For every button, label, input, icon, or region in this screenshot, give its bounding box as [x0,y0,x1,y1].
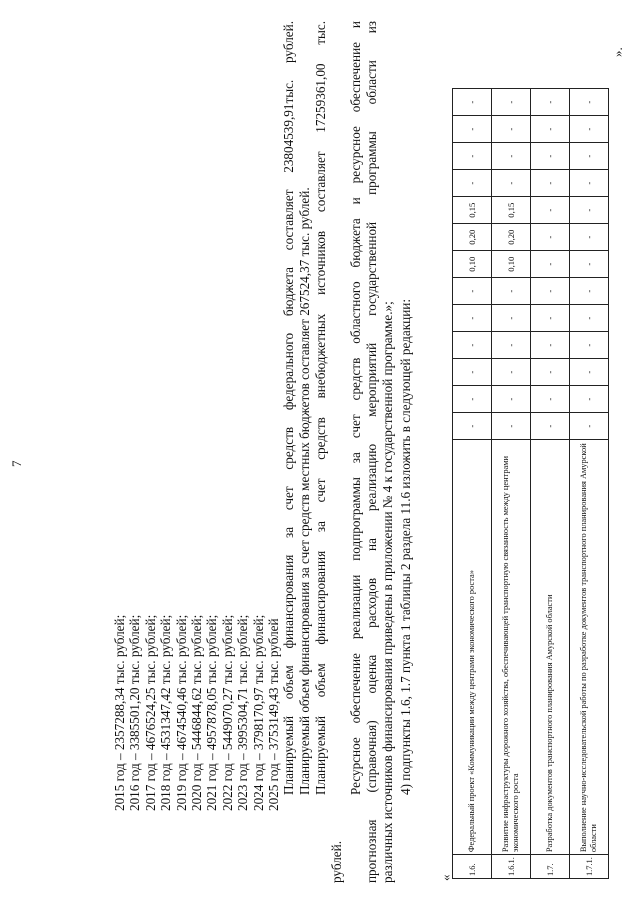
resource-paragraph-line1: Ресурсное обеспечение реализации подпрограммы за счет средств областного бюджета и ресурсное обеспечение и [348,21,363,795]
value-cell: - [453,170,492,197]
value-cell: - [531,197,570,224]
value-cell: - [492,386,531,413]
value-cell: - [531,332,570,359]
subprogram-table [452,88,609,879]
value-cell: - [570,386,609,413]
value-cell: - [492,413,531,440]
table-row [453,89,492,879]
value-cell: - [453,413,492,440]
value-cell: - [492,305,531,332]
federal-budget-paragraph: Планируемый объем финансирования за счет средств федерального бюджета составляет 23804539,91тыс. рублей. [281,21,296,795]
year-line: 2020 год – 5446844,62 тыс. рублей; [189,614,205,811]
row-name-cell: Разработка документов транспортного планирования Амурской области [531,440,570,855]
value-cell: - [570,116,609,143]
value-cell: 0,20 [492,224,531,251]
value-cell: - [531,251,570,278]
value-cell: - [570,305,609,332]
table-row [570,89,609,879]
closing-quote: ». [610,47,625,57]
value-cell: - [492,170,531,197]
value-cell: - [570,332,609,359]
value-cell: - [531,89,570,116]
year-line: 2021 год – 4957878,05 тыс. рублей; [204,614,220,811]
opening-quote: « [438,874,453,881]
row-number-cell: 1.6.1. [492,855,531,879]
value-cell: - [531,359,570,386]
local-budget-paragraph: Планируемый объем финансирования за счет средств местных бюджетов составляет 267524,37 тыс. рублей. [297,187,312,795]
year-line: 2022 год – 5449070,27 тыс. рублей; [219,614,235,811]
value-cell: - [570,170,609,197]
row-number-cell: 1.6. [453,855,492,879]
year-line: 2025 год – 3753149,43 тыс. рублей [266,618,282,811]
value-cell: 0,20 [453,224,492,251]
value-cell: 0,10 [492,251,531,278]
resource-paragraph-line3: различных источников финансирования приведены в приложении № 4 к государственной программе.»; [380,301,395,883]
value-cell: - [570,143,609,170]
value-cell: - [570,413,609,440]
value-cell: - [531,116,570,143]
row-name-cell: Федеральный проект «Коммуникации между центрами экономического роста» [453,440,492,855]
year-line: 2016 год – 3385501,20 тыс. рублей; [127,614,143,811]
value-cell: - [453,116,492,143]
row-name-cell: Развитие инфраструктуры дорожного хозяйства, обеспечивающей транспортную связанность между центрами экономического роста [492,440,531,855]
value-cell: - [492,143,531,170]
value-cell: - [453,89,492,116]
year-line: 2024 год – 3798170,97 тыс. рублей; [250,614,266,811]
value-cell: - [570,224,609,251]
value-cell: - [531,143,570,170]
year-line: 2023 год – 3995304,71 тыс. рублей; [235,614,251,811]
value-cell: - [492,278,531,305]
yearly-financing-list [112,615,281,811]
row-name-cell: Выполнение научно-исследовательской работы по разработке документов транспортного планирования Амурской области [570,440,609,855]
value-cell: - [531,413,570,440]
value-cell: - [570,89,609,116]
page-number: 7 [9,460,24,467]
value-cell: - [531,278,570,305]
row-number-cell: 1.7.1. [570,855,609,879]
year-line: 2015 год – 2357288,34 тыс. рублей; [112,614,127,811]
value-cell: 0,10 [453,251,492,278]
value-cell: - [492,116,531,143]
value-cell: - [570,278,609,305]
nonbudget-paragraph-line2: рублей. [329,840,344,883]
value-cell: - [453,278,492,305]
year-line: 2019 год – 4674540,46 тыс. рублей; [173,614,189,811]
year-line: 2017 год – 4676524,25 тыс. рублей; [142,614,158,811]
value-cell: - [492,332,531,359]
value-cell: - [570,359,609,386]
value-cell: - [531,170,570,197]
value-cell: - [570,197,609,224]
nonbudget-paragraph-line1: Планируемый объем финансирования за счет средств внебюджетных источников составляет 17259361,00 тыс. [313,21,328,795]
value-cell: 0,15 [492,197,531,224]
value-cell: - [492,359,531,386]
value-cell: - [453,386,492,413]
row-number-cell: 1.7. [531,855,570,879]
value-cell: - [531,224,570,251]
value-cell: - [453,359,492,386]
value-cell: - [453,332,492,359]
table-row [531,89,570,879]
resource-paragraph-line2: прогнозная (справочная) оценка расходов на реализацию мероприятий государственной программы области из [364,21,379,883]
item-4-paragraph: 4) подпункты 1.6, 1.7 пункта 1 таблицы 2 раздела 11.6 изложить в следующей редакции: [398,299,413,795]
value-cell: - [492,89,531,116]
value-cell: - [531,386,570,413]
value-cell: 0,15 [453,197,492,224]
year-line: 2018 год – 4531347,42 тыс. рублей; [158,614,174,811]
value-cell: - [453,305,492,332]
table-row [492,89,531,879]
value-cell: - [570,251,609,278]
value-cell: - [531,305,570,332]
value-cell: - [453,143,492,170]
